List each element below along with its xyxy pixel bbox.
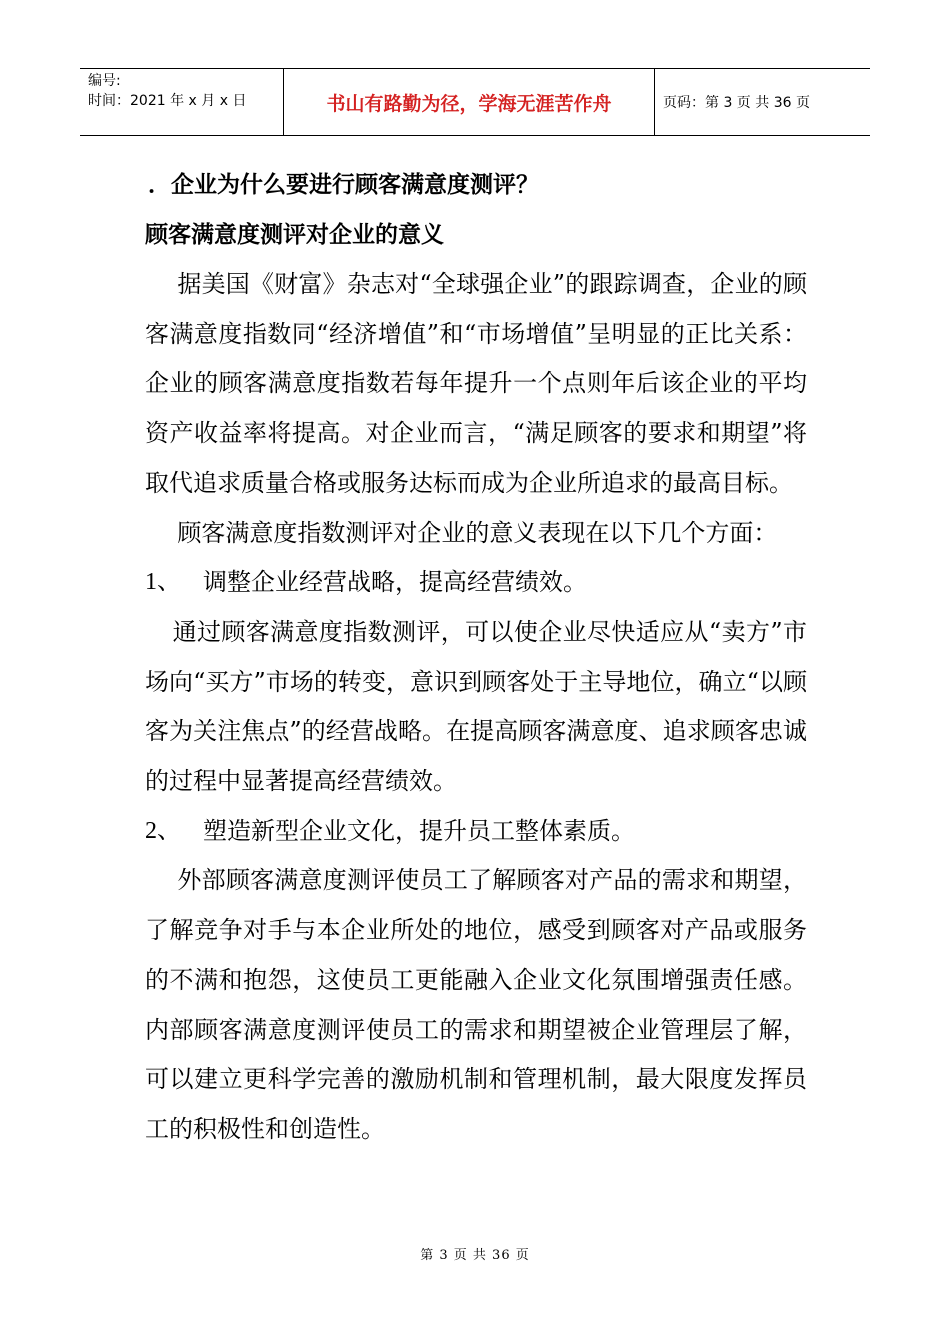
header-page-info: 页码：第 3 页 共 36 页 — [663, 95, 810, 111]
list-item-1-number: 1、 — [145, 569, 181, 596]
list-item-2-number: 2、 — [145, 817, 181, 844]
list-item-1-text: 调整企业经营战略，提高经营绩效。 — [203, 568, 587, 597]
subsection-heading: 顾客满意度测评对企业的意义 — [145, 221, 444, 248]
time-label: 时间：2021 年 x 月 x 日 — [88, 93, 247, 109]
list-item-2-text: 塑造新型企业文化，提升员工整体素质。 — [203, 816, 635, 845]
paragraph-2: 顾客满意度指数测评对企业的意义表现在以下几个方面： — [177, 518, 778, 547]
number-label: 编号: — [88, 73, 121, 89]
header-motto: 书山有路勤为径，学海无涯苦作舟 — [283, 69, 655, 135]
paragraph-3: 通过顾客满意度指数测评，可以使企业尽快适应从“卖方”市场向“买方”市场的转变，意识到顾客处于主导地位，确立“以顾客为关注焦点”的经营战略。在提高顾客满意度、追求顾客忠诚的过程中显著提高经营绩效。 — [145, 617, 807, 796]
paragraph-1: 据美国《财富》杂志对“全球强企业”的跟踪调查，企业的顾客满意度指数同“经济增值”和“市场增值”呈明显的正比关系：企业的顾客满意度指数若每年提升一个点则年后该企业的平均资产收益率将提高。对企业而言，“满足顾客的要求和期望”将取代追求质量合格或服务达标而成为企业所追求的最高目标。 — [145, 270, 807, 497]
document-body — [145, 160, 807, 1155]
paragraph-4: 外部顾客满意度测评使员工了解顾客对产品的需求和期望，了解竞争对手与本企业所处的地位，感受到顾客对产品或服务的不满和抱怨，这使员工更能融入企业文化氛围增强责任感。内部顾客满意度测评使员工的需求和期望被企业管理层了解，可以建立更科学完善的激励机制和管理机制，最大限度发挥员工的积极性和创造性。 — [145, 866, 807, 1143]
section-heading: ．企业为什么要进行顾客满意度测评？ — [148, 171, 539, 198]
list-item-2 — [145, 807, 807, 857]
page-header — [80, 68, 870, 136]
header-meta — [80, 69, 283, 135]
list-item-1 — [145, 558, 807, 608]
page-footer: 第 3 页 共 36 页 — [420, 1248, 530, 1263]
